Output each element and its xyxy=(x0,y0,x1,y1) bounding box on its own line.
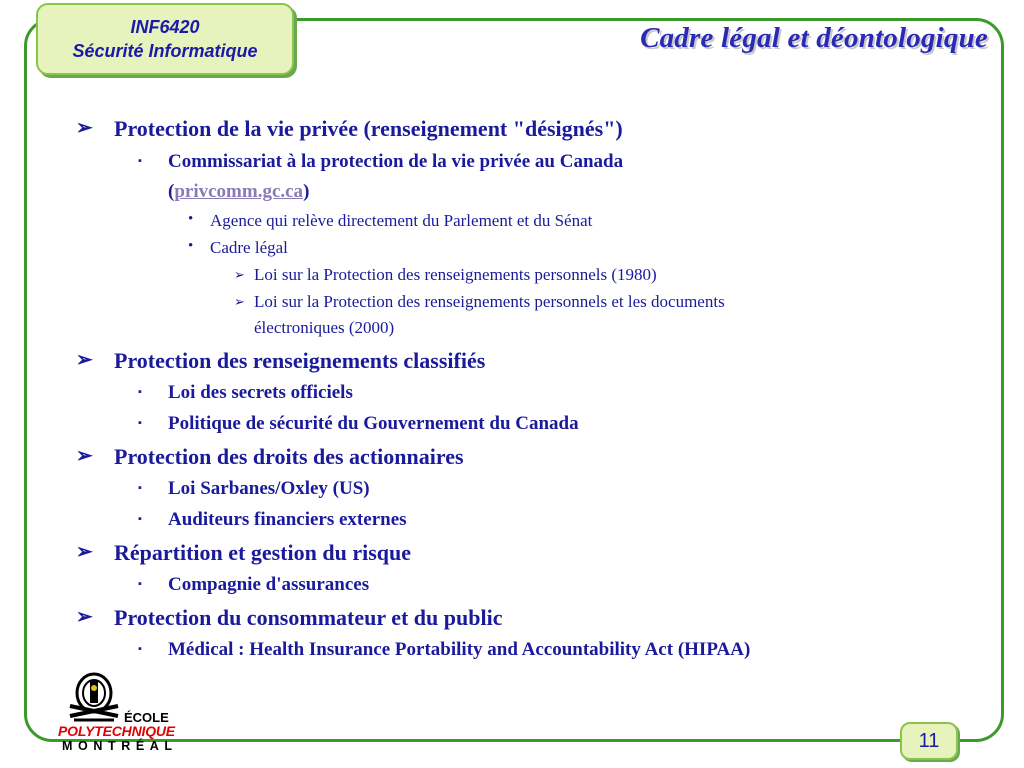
logo-polytechnique-text: POLYTECHNIQUE xyxy=(58,723,175,739)
item-text: Cadre légal xyxy=(210,238,288,257)
list-item-continuation xyxy=(138,181,309,203)
course-name: Sécurité Informatique xyxy=(72,41,258,61)
square-bullet-icon: ▪ xyxy=(138,643,142,655)
arrow-bullet-icon: ➢ xyxy=(76,541,93,563)
square-bullet-icon: ▪ xyxy=(138,417,142,429)
arrow-bullet-icon: ➢ xyxy=(76,349,93,371)
privcomm-link[interactable]: privcomm.gc.ca xyxy=(174,181,304,202)
item-text: Protection de la vie privée (renseignement "désignés") xyxy=(114,116,623,141)
square-bullet-icon: ▪ xyxy=(138,386,142,398)
slide-title: Cadre légal et déontologique xyxy=(640,22,988,54)
paren-close: ) xyxy=(303,181,310,202)
page-number: 11 xyxy=(900,722,958,760)
item-text: électroniques (2000) xyxy=(254,318,395,337)
item-text: Médical : Health Insurance Portability and Accountability Act (HIPAA) xyxy=(168,639,751,660)
item-text: Loi sur la Protection des renseignements personnels (1980) xyxy=(254,265,657,284)
item-text: Protection des droits des actionnaires xyxy=(114,444,464,469)
list-item xyxy=(188,238,288,258)
list-item xyxy=(76,116,623,142)
dot-bullet-icon: • xyxy=(188,211,194,227)
item-text: Agence qui relève directement du Parlement et du Sénat xyxy=(210,211,593,230)
list-item xyxy=(234,292,725,312)
item-text: Protection des renseignements classifiés xyxy=(114,348,486,373)
list-item xyxy=(76,348,485,374)
item-text: Compagnie d'assurances xyxy=(168,574,370,595)
square-bullet-icon: ▪ xyxy=(138,578,142,590)
item-text: Protection du consommateur et du public xyxy=(114,605,503,630)
item-text: Loi sur la Protection des renseignements personnels et les documents xyxy=(254,292,725,311)
paren-open: ( xyxy=(168,181,175,202)
list-item xyxy=(234,265,657,285)
list-item xyxy=(138,151,623,173)
square-bullet-icon: ▪ xyxy=(138,482,142,494)
item-text: Politique de sécurité du Gouvernement du Canada xyxy=(168,413,579,434)
list-item xyxy=(76,444,464,470)
list-item xyxy=(138,639,750,661)
item-text: Loi des secrets officiels xyxy=(168,382,353,403)
list-item xyxy=(188,211,592,231)
item-text: Commissariat à la protection de la vie privée au Canada xyxy=(168,151,624,172)
list-item xyxy=(138,382,353,404)
list-item xyxy=(76,540,411,566)
polytechnique-logo xyxy=(58,672,228,762)
list-item xyxy=(138,509,407,531)
square-bullet-icon: ▪ xyxy=(138,155,142,167)
course-code: INF6420 xyxy=(130,17,200,37)
item-text: Loi Sarbanes/Oxley (US) xyxy=(168,478,370,499)
square-bullet-icon: ▪ xyxy=(138,513,142,525)
arrow-bullet-icon: ➢ xyxy=(76,445,93,467)
list-item xyxy=(138,574,369,596)
dot-bullet-icon: • xyxy=(188,238,194,254)
crest-icon xyxy=(64,672,124,724)
list-item-continuation xyxy=(234,318,394,338)
logo-montreal-text: MONTRÉAL xyxy=(62,739,178,753)
arrow-bullet-icon: ➢ xyxy=(76,117,93,139)
list-item xyxy=(138,478,370,500)
list-item xyxy=(138,413,579,435)
arrow-bullet-icon: ➢ xyxy=(76,606,93,628)
arrow-bullet-icon: ➢ xyxy=(234,294,245,309)
item-text: Répartition et gestion du risque xyxy=(114,540,411,565)
arrow-bullet-icon: ➢ xyxy=(234,267,245,282)
list-item xyxy=(76,605,502,631)
logo-ecole-text: ÉCOLE xyxy=(124,710,169,725)
item-text: Auditeurs financiers externes xyxy=(168,509,407,530)
